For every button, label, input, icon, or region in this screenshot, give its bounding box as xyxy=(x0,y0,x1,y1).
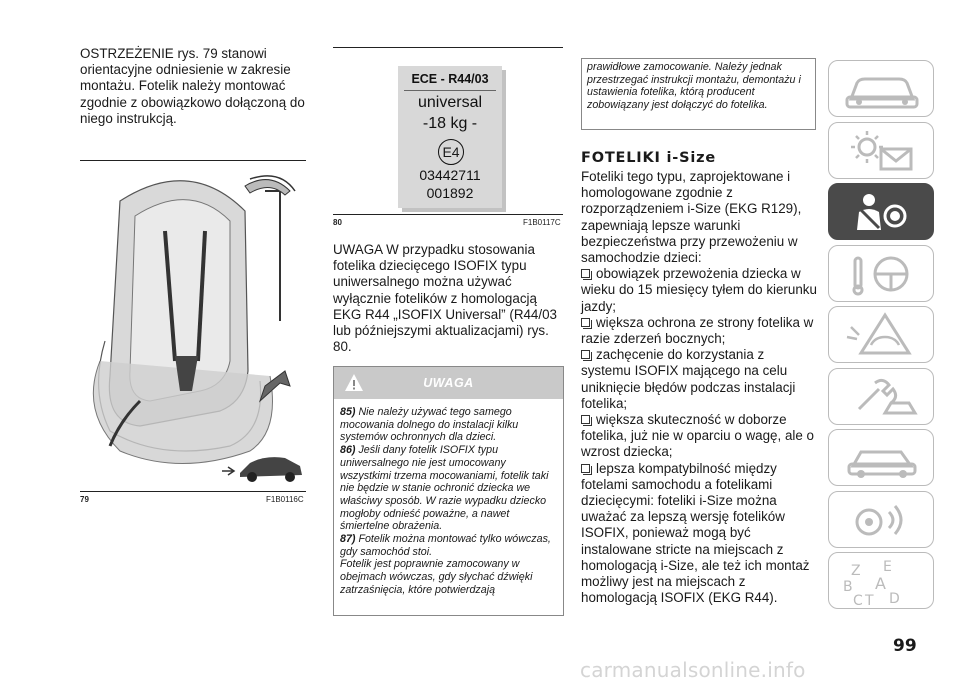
page-number: 99 xyxy=(893,636,917,656)
tab-starting-driving[interactable] xyxy=(828,245,934,302)
key-steering-wheel-icon xyxy=(829,246,935,303)
list-item: większa ochrona ze strony fotelika w razie zderzeń bocznych; xyxy=(581,314,814,347)
list-item: obowiązek przewożenia dziecka w wieku do 15 miesięcy tyłem do kierunku jazdy; xyxy=(581,266,817,314)
tab-maintenance[interactable] xyxy=(828,368,934,425)
media-settings-icon xyxy=(829,492,935,549)
tab-safety[interactable] xyxy=(828,183,934,240)
warning-header xyxy=(334,367,563,399)
index-letter-b: B xyxy=(843,579,853,595)
watermark: carmanualsonline.info xyxy=(580,658,806,682)
figure-79 xyxy=(80,160,306,491)
i-size-intro: Foteliki tego typu, zaprojektowane i homologowane zgodnie z rozporządzeniem i-Size (EKG R129), zapewniają lepsze warunki bezpieczeństwa przy przewożeniu w samochodzie dzieci: xyxy=(581,169,802,266)
checkbox-bullet-icon xyxy=(581,350,590,359)
child-seat-illustration xyxy=(80,161,306,491)
label-line3: -18 kg - xyxy=(422,115,478,132)
tab-technical-data[interactable] xyxy=(828,429,934,486)
intro-paragraph: OSTRZEŻENIE rys. 79 stanowi orientacyjne odniesienie w zakresie montażu. Fotelik należy montować zgodnie z obowiązkowo dołączoną do niego instrukcją. xyxy=(80,46,305,126)
index-letter-t: T xyxy=(865,593,874,609)
index-letter-e: E xyxy=(883,559,892,575)
figure-80-top-rule xyxy=(333,47,563,48)
tab-multimedia[interactable] xyxy=(828,491,934,548)
figure-80-number: 80 xyxy=(333,218,342,227)
label-line5: 001892 xyxy=(426,185,474,201)
section-heading-i-size: FOTELIKI i-Size xyxy=(581,150,717,166)
label-line4: 03442711 xyxy=(419,167,481,183)
figure-80-code: F1B0117C xyxy=(523,218,561,227)
warning-box xyxy=(333,366,564,616)
warning-triangle-car-icon xyxy=(829,307,935,364)
alphabet-index-icon xyxy=(829,553,935,610)
ece-label-card xyxy=(398,66,502,208)
isofix-paragraph: UWAGA W przypadku stosowania fotelika dziecięcego ISOFIX typu uniwersalnego można używać wyłącznie fotelików z homologacją EKG R44 „ISOFIX Universal” (R44/03 lub późniejszymi aktualizacjami) rys. 80. xyxy=(333,242,557,355)
tab-index[interactable] xyxy=(828,552,934,609)
sun-envelope-icon xyxy=(829,123,935,180)
index-letter-d: D xyxy=(889,591,900,607)
list-item: większa skuteczność w doborze fotelika, już nie w oparciu o wagę, ale o wzrost dziecka; xyxy=(581,412,814,460)
warning-85: 85) Nie należy używać tego samego mocowania dolnego do instalacji kilku systemów ochronnych dla dzieci. xyxy=(340,406,519,444)
index-letter-a: A xyxy=(875,574,886,593)
list-item: lepsza kompatybilność między fotelami samochodu a fotelikami dziecięcymi: foteliki i-Size można uważać za lepszą wersję fotelików ISOFIX, ponieważ mogą być instalowane stricte na miejscach z homologacją i-Size, ale też ich montaż możliwy jest na miejscach z homologacją ISOFIX (EKG R44). xyxy=(581,460,810,606)
seatbelt-airbag-icon xyxy=(829,184,935,241)
wrench-car-icon xyxy=(829,369,935,426)
tab-lights-messages[interactable] xyxy=(828,122,934,179)
figure-80-rule xyxy=(333,214,563,215)
note-continued-box: prawidłowe zamocowanie. Należy jednak przestrzegać instrukcji montażu, demontażu i ustawienia fotelika, którą producent zobowiązany jest dołączyć do fotelika. xyxy=(581,58,816,130)
checkbox-bullet-icon xyxy=(581,269,590,278)
tab-dashboard[interactable] xyxy=(828,60,934,117)
list-item: zachęcenie do korzystania z systemu ISOFIX mającego na celu uniknięcie błędów podczas instalacji fotelika; xyxy=(581,347,796,411)
warning-87: 87) Fotelik można montować tylko wówczas, gdy samochód stoi. xyxy=(340,533,551,558)
car-dashboard-icon xyxy=(829,61,935,118)
chapter-tabs xyxy=(828,60,936,614)
i-size-section xyxy=(581,169,817,606)
label-e4-mark: E4 xyxy=(438,139,464,165)
checkbox-bullet-icon xyxy=(581,318,590,327)
checkbox-bullet-icon xyxy=(581,415,590,424)
figure-79-rule xyxy=(80,491,306,492)
car-data-icon xyxy=(829,430,935,487)
figure-79-number: 79 xyxy=(80,495,89,504)
index-letter-c: C xyxy=(853,593,863,609)
tab-emergency[interactable] xyxy=(828,306,934,363)
index-letter-z: Z xyxy=(851,563,861,579)
warning-87-continued: Fotelik jest poprawnie zamocowany w obejmach wówczas, gdy słychać dźwięki zatrzaśnięcia, które potwierdzają xyxy=(340,558,533,596)
label-line2: universal xyxy=(417,94,483,111)
label-line1: ECE - R44/03 xyxy=(411,72,489,86)
figure-79-code: F1B0116C xyxy=(266,495,304,504)
checkbox-bullet-icon xyxy=(581,464,590,473)
warning-title: UWAGA xyxy=(423,376,474,390)
warning-body xyxy=(334,399,563,597)
warning-86: 86) Jeśli dany fotelik ISOFIX typu uniwersalnego nie jest umocowany wszystkimi trzema mocowaniami, fotelik taki nie będzie w stanie ochronić dziecka we właściwy sposób. W razie wypadku dziecko mogłoby odnieść poważne, a nawet śmiertelne obrażenia. xyxy=(340,444,549,533)
